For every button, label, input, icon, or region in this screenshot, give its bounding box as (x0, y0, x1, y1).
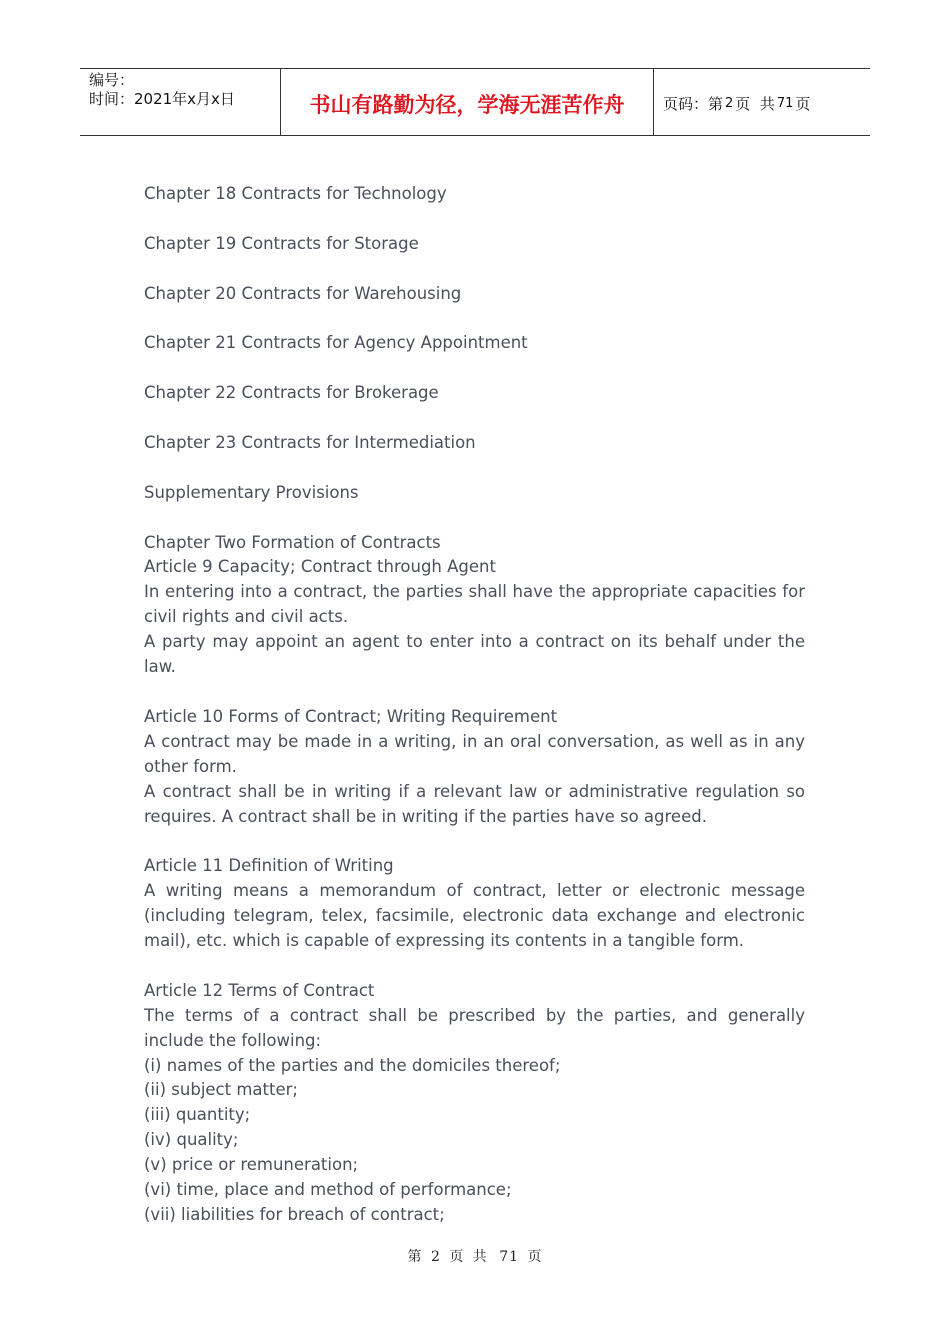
chapter-item: Chapter 20 Contracts for Warehousing (144, 283, 462, 303)
header-page-info (654, 69, 870, 135)
list-item: (vii) liabilities for breach of contract; (144, 1205, 445, 1224)
chapter-item: Supplementary Provisions (144, 482, 359, 502)
header-motto: 书山有路勤为径，学海无涯苦作舟 (281, 69, 654, 135)
footer-suffix: 页 (527, 1249, 543, 1265)
list-item: (iii) quantity; (144, 1105, 251, 1125)
page-header (80, 68, 870, 136)
article-12-title: Article 12 Terms of Contract (144, 980, 375, 1000)
article-10-title: Article 10 Forms of Contract; Writing Requirement (144, 706, 558, 726)
footer-mid1: 页 (449, 1249, 465, 1265)
article-9-title: Article 9 Capacity; Contract through Agent (144, 557, 496, 577)
chapter-item: Chapter 19 Contracts for Storage (144, 233, 419, 253)
list-item: (iv) quality; (144, 1130, 239, 1150)
page-current: 2 (725, 95, 734, 111)
article-10-paragraph: A contract may be made in a writing, in an oral conversation, as well as in any other form. (144, 731, 805, 776)
page-suffix: 页 (795, 94, 811, 113)
footer-total: 71 (499, 1249, 520, 1265)
number-label: 编号： (89, 71, 135, 89)
footer-mid2: 共 (472, 1249, 488, 1265)
chapter-two-title: Chapter Two Formation of Contracts (144, 532, 441, 552)
chapter-item: Chapter 18 Contracts for Technology (144, 184, 447, 203)
list-item: (ii) subject matter; (144, 1080, 298, 1100)
article-10-paragraph: A contract shall be in writing if a relevant law or administrative regulation so requires. A contract shall be in writing if the parties have so agreed. (144, 781, 805, 826)
header-meta (80, 69, 281, 135)
list-item: (i) names of the parties and the domiciles thereof; (144, 1055, 561, 1075)
chapter-item: Chapter 22 Contracts for Brokerage (144, 383, 439, 403)
article-12-intro: The terms of a contract shall be prescribed by the parties, and generally include the following: (144, 1005, 805, 1050)
page-mid: 页 共 (735, 94, 775, 113)
document-body (144, 182, 805, 1228)
article-11-title: Article 11 Definition of Writing (144, 856, 394, 876)
footer-current: 2 (430, 1249, 441, 1265)
page-footer (0, 1246, 950, 1266)
list-item: (v) price or remuneration; (144, 1155, 359, 1175)
page-prefix: 页码：第 (663, 94, 724, 113)
article-9-paragraph: In entering into a contract, the parties shall have the appropriate capacities for civil rights and civil acts. (144, 582, 805, 627)
page-total: 71 (776, 95, 794, 111)
list-item: (vi) time, place and method of performance; (144, 1180, 512, 1200)
article-11-paragraph: A writing means a memorandum of contract, letter or electronic message (including telegram, telex, facsimile, electronic data exchange and electronic mail), etc. which is capable of expressing its contents in a tangible form. (144, 881, 805, 951)
time-label: 时间：2021年x月x日 (89, 90, 235, 108)
chapter-item: Chapter 21 Contracts for Agency Appointment (144, 333, 528, 353)
footer-prefix: 第 (407, 1249, 423, 1265)
chapter-item: Chapter 23 Contracts for Intermediation (144, 432, 476, 452)
article-9-paragraph: A party may appoint an agent to enter into a contract on its behalf under the law. (144, 632, 805, 677)
